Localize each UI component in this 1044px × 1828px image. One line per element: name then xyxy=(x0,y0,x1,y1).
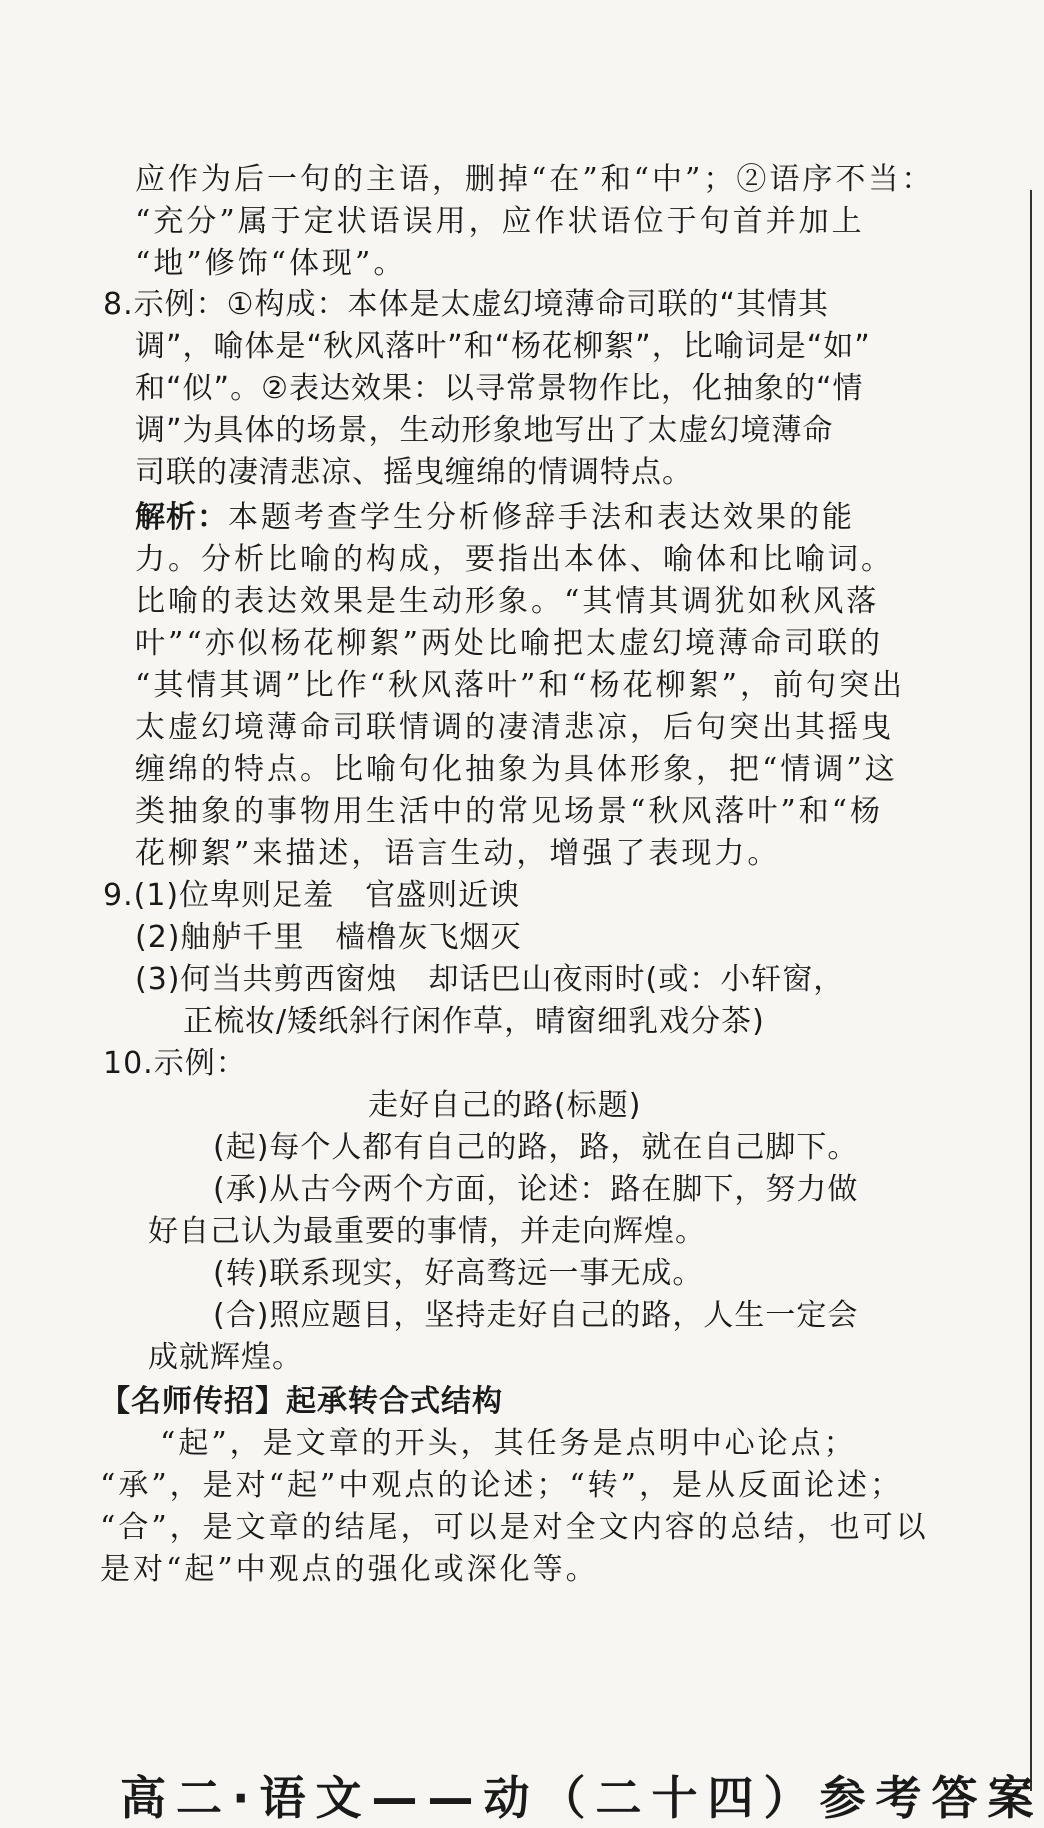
q8-answer-4: 调”为具体的场景，生动形象地写出了太虚幻境薄命 xyxy=(135,413,834,448)
q10-line-3: 好自己认为最重要的事情，并走向辉煌。 xyxy=(148,1214,706,1249)
q10-title: 走好自己的路(标题) xyxy=(368,1088,642,1123)
q7-line-1: 应作为后一句的主语，删掉“在”和“中”；②语序不当： xyxy=(135,162,935,197)
q10-label: 10.示例： xyxy=(103,1046,247,1081)
q8-analysis-7: 缠绵的特点。比喻句化抽象为具体形象，把“情调”这 xyxy=(135,752,898,787)
column-divider xyxy=(1030,190,1032,1791)
page-footer: 高二·语文——动（二十四）参考答案 xyxy=(120,1771,1044,1825)
q8-analysis-9: 花柳絮”来描述，语言生动，增强了表现力。 xyxy=(135,836,781,871)
tip-line-1: “起”，是文章的开头，其任务是点明中心论点； xyxy=(160,1426,857,1461)
q8-answer-1: 8.示例：①构成：本体是太虚幻境薄命司联的“其情其 xyxy=(103,287,830,322)
q10-line-5: (合)照应题目，坚持走好自己的路，人生一定会 xyxy=(213,1298,859,1333)
tip-line-4: 是对“起”中观点的强化或深化等。 xyxy=(100,1552,599,1587)
q10-line-4: (转)联系现实，好高骛远一事无成。 xyxy=(213,1256,704,1291)
q8-analysis-5: “其情其调”比作“秋风落叶”和“杨花柳絮”，前句突出 xyxy=(135,668,906,703)
q7-line-2: “充分”属于定状语误用，应作状语位于句首并加上 xyxy=(135,204,865,239)
tip-line-2: “承”，是对“起”中观点的论述；“转”，是从反面论述； xyxy=(100,1468,904,1503)
q10-line-6: 成就辉煌。 xyxy=(148,1340,303,1375)
q8-answer-2: 调”，喻体是“秋风落叶”和“杨花柳絮”，比喻词是“如” xyxy=(135,329,871,364)
q8-answer-3: 和“似”。②表达效果：以寻常景物作比，化抽象的“情 xyxy=(135,371,864,406)
q9-line-4: 正梳妆/矮纸斜行闲作草，晴窗细乳戏分茶) xyxy=(183,1004,765,1039)
analysis-label: 解析： xyxy=(135,500,228,535)
q8-analysis-4: 叶”“亦似杨花柳絮”两处比喻把太虚幻境薄命司联的 xyxy=(135,626,884,661)
q10-line-1: (起)每个人都有自己的路，路，就在自己脚下。 xyxy=(213,1130,859,1165)
q8-analysis-1: 解析：本题考查学生分析修辞手法和表达效果的能 xyxy=(135,500,855,535)
q8-analysis-2: 力。分析比喻的构成，要指出本体、喻体和比喻词。 xyxy=(135,542,894,577)
q9-line-1: 9.(1)位卑则足羞 官盛则近谀 xyxy=(103,878,521,913)
tip-heading: 【名师传招】起承转合式结构 xyxy=(100,1384,503,1419)
q8-answer-5: 司联的凄清悲凉、摇曳缠绵的情调特点。 xyxy=(135,455,693,490)
q8-analysis-6: 太虚幻境薄命司联情调的凄清悲凉，后句突出其摇曳 xyxy=(135,710,894,745)
q7-line-3: “地”修饰“体现”。 xyxy=(135,246,407,281)
q8-analysis-8: 类抽象的事物用生活中的常见场景“秋风落叶”和“杨 xyxy=(135,794,884,829)
tip-line-3: “合”，是文章的结尾，可以是对全文内容的总结，也可以 xyxy=(100,1510,929,1545)
q9-line-3: (3)何当共剪西窗烛 却话巴山夜雨时(或：小轩窗， xyxy=(135,962,845,997)
q9-line-2: (2)舳舻千里 樯橹灰飞烟灭 xyxy=(135,920,522,955)
q10-line-2: (承)从古今两个方面，论述：路在脚下，努力做 xyxy=(213,1172,859,1207)
q8-analysis-3: 比喻的表达效果是生动形象。“其情其调犹如秋风落 xyxy=(135,584,880,619)
